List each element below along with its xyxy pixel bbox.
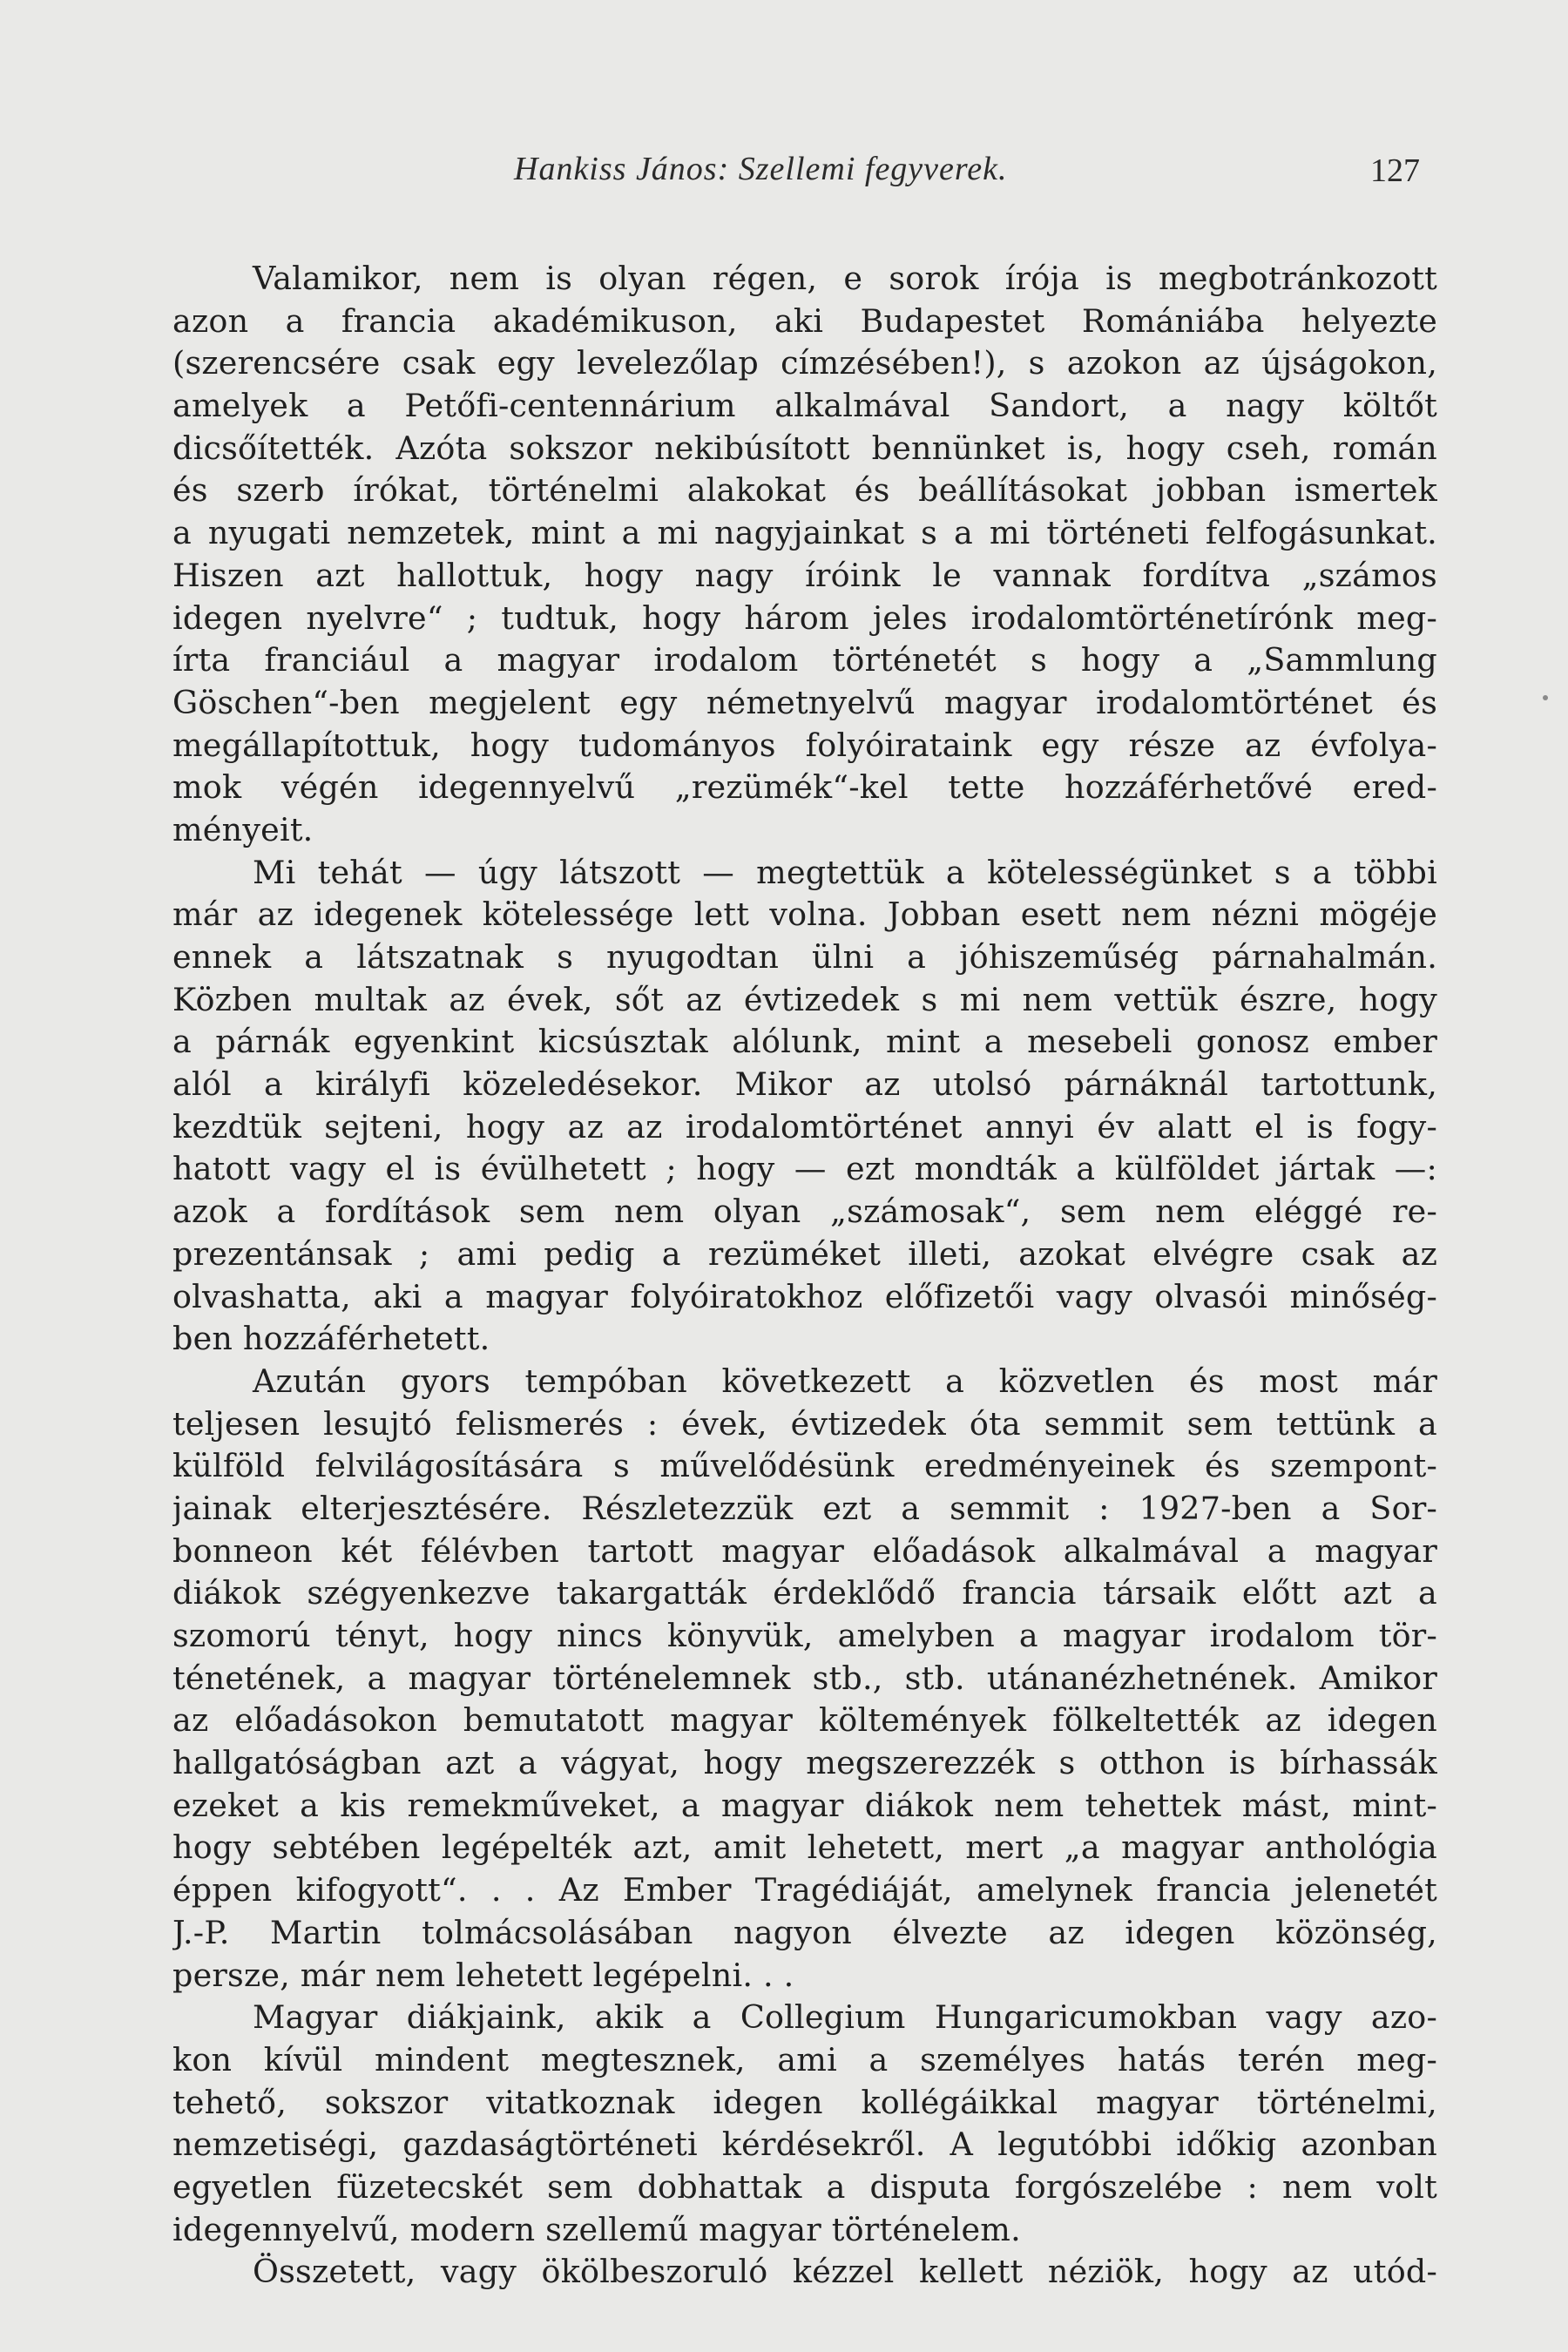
text-line: éppen kifogyott“. . . Az Ember Tragédiáját, amelynek francia jelenetét xyxy=(172,1871,1437,1909)
text-line: Azután gyors tempóban következett a közvetlen és most már xyxy=(253,1362,1437,1400)
text-line: egyetlen füzetecskét sem dobhattak a disputa forgószelébe : nem volt xyxy=(172,2167,1437,2206)
text-line: Hiszen azt hallottuk, hogy nagy íróink le vannak fordítva „számos xyxy=(172,556,1437,594)
text-line: a nyugati nemzetek, mint a mi nagyjainkat s a mi történeti felfogásunkat. xyxy=(172,514,1437,552)
text-line: azok a fordítások sem nem olyan „számosak“, sem nem eléggé re- xyxy=(172,1193,1437,1231)
text-line: tehető, sokszor vitatkoznak idegen kollégáikkal magyar történelmi, xyxy=(172,2083,1437,2121)
paper-speck xyxy=(1543,695,1548,700)
text-line: amelyek a Petőfi-centennárium alkalmával Sandort, a nagy költőt xyxy=(172,387,1437,425)
text-line: olvashatta, aki a magyar folyóiratokhoz előfizetői vagy olvasói minőség- xyxy=(172,1277,1437,1315)
text-line: J.-P. Martin tolmácsolásában nagyon élvezte az idegen közönség, xyxy=(172,1913,1437,1951)
text-line: kezdtük sejteni, hogy az az irodalomtörténet annyi év alatt el is fogy- xyxy=(172,1107,1437,1146)
text-line: ezeket a kis remekműveket, a magyar diákok nem tehettek mást, mint- xyxy=(172,1786,1437,1824)
text-line: persze, már nem lehetett legépelni. . . xyxy=(172,1956,794,1994)
text-line: azon a francia akadémikuson, aki Budapestet Romániába helyezte xyxy=(172,301,1437,340)
text-line: Göschen“-ben megjelent egy németnyelvű magyar irodalomtörténet és xyxy=(172,683,1437,721)
running-head xyxy=(174,141,1437,193)
body-text xyxy=(172,258,1437,2294)
text-line: teljesen lesujtó felismerés : évek, évtizedek óta semmit sem tettünk a xyxy=(172,1404,1437,1443)
text-line: és szerb írókat, történelmi alakokat és beállításokat jobban ismertek xyxy=(172,471,1437,510)
text-line: külföld felvilágosítására s művelődésünk eredményeinek és szempont- xyxy=(172,1447,1437,1485)
text-line: ténetének, a magyar történelemnek stb., stb. utánanézhetnének. Amikor xyxy=(172,1659,1437,1697)
text-line: Magyar diákjaink, akik a Collegium Hungaricumokban vagy azo- xyxy=(253,1998,1437,2037)
text-line: dicsőítették. Azóta sokszor nekibúsított bennünket is, hogy cseh, román xyxy=(172,429,1437,467)
text-line: a párnák egyenkint kicsúsztak alólunk, mint a mesebeli gonosz ember xyxy=(172,1023,1437,1061)
text-line: nemzetiségi, gazdaságtörténeti kérdésekről. A legutóbbi időkig azonban xyxy=(172,2126,1437,2164)
text-line: bonneon két félévben tartott magyar előadások alkalmával a magyar xyxy=(172,1531,1437,1570)
text-line: idegennyelvű, modern szellemű magyar történelem. xyxy=(172,2210,1021,2248)
text-line: Valamikor, nem is olyan régen, e sorok írója is megbotránkozott xyxy=(253,260,1437,297)
text-line: ennek a látszatnak s nyugodtan ülni a jóhiszeműség párnahalmán. xyxy=(172,938,1437,976)
page-number: 127 xyxy=(1370,152,1420,189)
text-line: hatott vagy el is évülhetett ; hogy — ezt mondták a külföldet jártak —: xyxy=(172,1150,1437,1188)
text-line: hallgatóságban azt a vágyat, hogy megszerezzék s otthon is bírhassák xyxy=(172,1744,1437,1782)
text-line: szomorú tényt, hogy nincs könyvük, amelyben a magyar irodalom tör- xyxy=(172,1617,1437,1654)
text-line: kon kívül mindent megtesznek, ami a személyes hatás terén meg- xyxy=(172,2040,1437,2078)
text-line: diákok szégyenkezve takargatták érdeklődő francia társaik előtt azt a xyxy=(172,1574,1437,1612)
text-line: jainak elterjesztésére. Részletezzük ezt a semmit : 1927-ben a Sor- xyxy=(172,1489,1437,1527)
text-line: Közben multak az évek, sőt az évtizedek s mi nem vettük észre, hogy xyxy=(172,980,1437,1018)
text-line: ben hozzáférhetett. xyxy=(172,1320,490,1358)
text-line: Összetett, vagy ökölbeszoruló kézzel kellett néziök, hogy az utód- xyxy=(253,2253,1437,2291)
running-title: Hankiss János: Szellemi fegyverek. xyxy=(514,151,1008,187)
text-line: Mi tehát — úgy látszott — megtettük a kötelességünket s a többi xyxy=(253,853,1437,891)
text-line: az előadásokon bemutatott magyar költemények fölkeltették az idegen xyxy=(172,1701,1437,1740)
text-line: alól a királyfi közeledésekor. Mikor az utolsó párnáknál tartottunk, xyxy=(172,1065,1437,1104)
text-line: megállapítottuk, hogy tudományos folyóirataink egy része az évfolya- xyxy=(172,726,1437,764)
text-line: ményeit. xyxy=(172,810,314,848)
text-line: már az idegenek kötelessége lett volna. Jobban esett nem nézni mögéje xyxy=(172,896,1437,934)
text-line: (szerencsére csak egy levelezőlap címzésében!), s azokon az újságokon, xyxy=(172,344,1437,382)
text-line: hogy sebtében legépelték azt, amit lehetett, mert „a magyar anthológia xyxy=(172,1828,1437,1867)
text-line: írta franciául a magyar irodalom történetét s hogy a „Sammlung xyxy=(172,641,1437,679)
text-line: mok végén idegennyelvű „rezümék“-kel tette hozzáférhetővé ered- xyxy=(172,768,1437,807)
text-line: prezentánsak ; ami pedig a rezüméket illeti, azokat elvégre csak az xyxy=(172,1234,1437,1273)
text-line: idegen nyelvre“ ; tudtuk, hogy három jeles irodalomtörténetírónk meg- xyxy=(172,598,1437,637)
